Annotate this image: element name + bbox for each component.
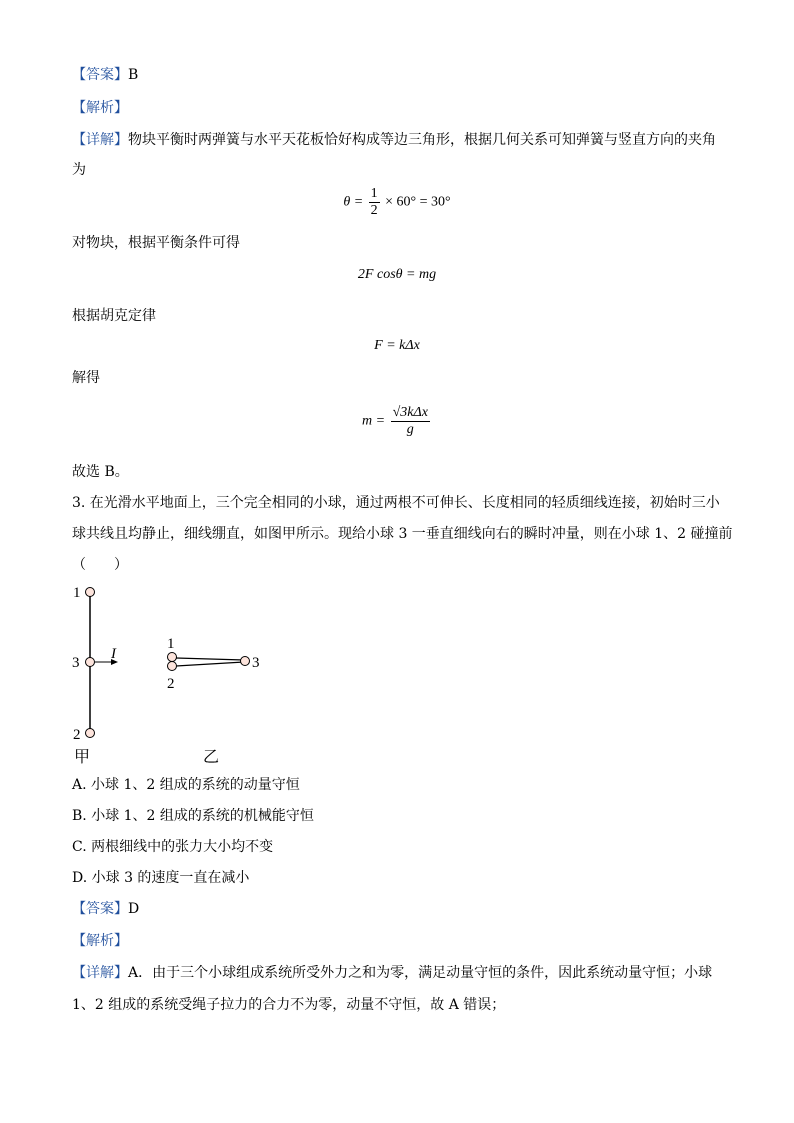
equation-lhs: m = [362, 413, 386, 429]
ball-icon [86, 729, 95, 738]
detail-tag: 【详解】 [72, 132, 128, 148]
conclusion-text: 故选 B。 [72, 464, 129, 480]
fraction-numerator: 1 [370, 186, 378, 201]
fraction [369, 186, 380, 219]
ball-icon [86, 658, 95, 667]
ball-label: 3 [72, 655, 80, 671]
option-a: A. 小球 1、2 组成的系统的动量守恒 [72, 777, 300, 793]
question-stem-line: 球共线且均静止，细线绷直，如图甲所示。现给小球 3 一垂直细线向右的瞬时冲量，则在小球 1、2 碰撞前 [72, 526, 733, 542]
ball-icon [86, 588, 95, 597]
detail-text-continued: 1、2 组成的系统受绳子拉力的合力不为零，动量不守恒，故 A 错误； [72, 997, 506, 1013]
ball-label: 2 [167, 676, 175, 692]
analysis-tag: 【解析】 [72, 100, 128, 116]
impulse-label: I [111, 646, 116, 662]
equation-mass [0, 405, 794, 438]
answer-value: D [128, 901, 140, 917]
equation-lhs: θ = [343, 194, 364, 210]
fraction [391, 405, 430, 438]
answer-tag: 【答案】 [72, 901, 128, 917]
ball-label: 1 [73, 585, 81, 601]
ball-icon [168, 662, 177, 671]
solve-text: 解得 [72, 370, 100, 386]
balance-text: 对物块，根据平衡条件可得 [72, 235, 240, 251]
detail-line [72, 963, 712, 983]
string-line [176, 662, 244, 666]
answer-tag: 【答案】 [72, 67, 128, 83]
ball-label: 2 [73, 727, 81, 743]
answer-value: B [128, 67, 139, 83]
detail-text: A．由于三个小球组成系统所受外力之和为零，满足动量守恒的条件，因此系统动量守恒；小球 [128, 965, 713, 981]
ball-icon [168, 653, 177, 662]
figure-caption: 乙 [203, 749, 220, 766]
equation-balance: 2F cosθ = mg [357, 267, 437, 282]
answer-line [72, 899, 139, 919]
option-c: C. 两根细线中的张力大小均不变 [72, 839, 274, 855]
analysis-tag: 【解析】 [72, 933, 128, 949]
question-stem-line: 3. 在光滑水平地面上，三个完全相同的小球，通过两根不可伸长、长度相同的轻质细线连接，初始时三小 [72, 495, 720, 511]
hooke-text: 根据胡克定律 [72, 308, 156, 324]
detail-text-continued: 为 [72, 162, 86, 178]
figure-balls-strings [60, 578, 300, 770]
equation-rhs: × 60° = 30° [385, 194, 451, 210]
fraction-denominator: g [406, 422, 414, 437]
ball-label: 1 [167, 636, 175, 652]
option-b: B. 小球 1、2 组成的系统的机械能守恒 [72, 808, 314, 824]
option-d: D. 小球 3 的速度一直在减小 [72, 870, 250, 886]
ball-icon [241, 657, 250, 666]
fraction-denominator: 2 [370, 203, 378, 218]
detail-text: 物块平衡时两弹簧与水平天花板恰好构成等边三角形，根据几何关系可知弹簧与竖直方向的夹角 [128, 132, 716, 148]
answer-line [72, 65, 138, 85]
detail-tag: 【详解】 [72, 965, 128, 981]
question-stem-line: （ ） [72, 557, 128, 573]
equation-hooke: F = kΔx [374, 338, 420, 353]
detail-line [72, 130, 716, 150]
string-line [176, 658, 244, 660]
fraction-numerator: √3kΔx [392, 405, 428, 420]
figure-caption: 甲 [74, 749, 91, 766]
equation-angle [0, 186, 794, 219]
ball-label: 3 [252, 655, 260, 671]
